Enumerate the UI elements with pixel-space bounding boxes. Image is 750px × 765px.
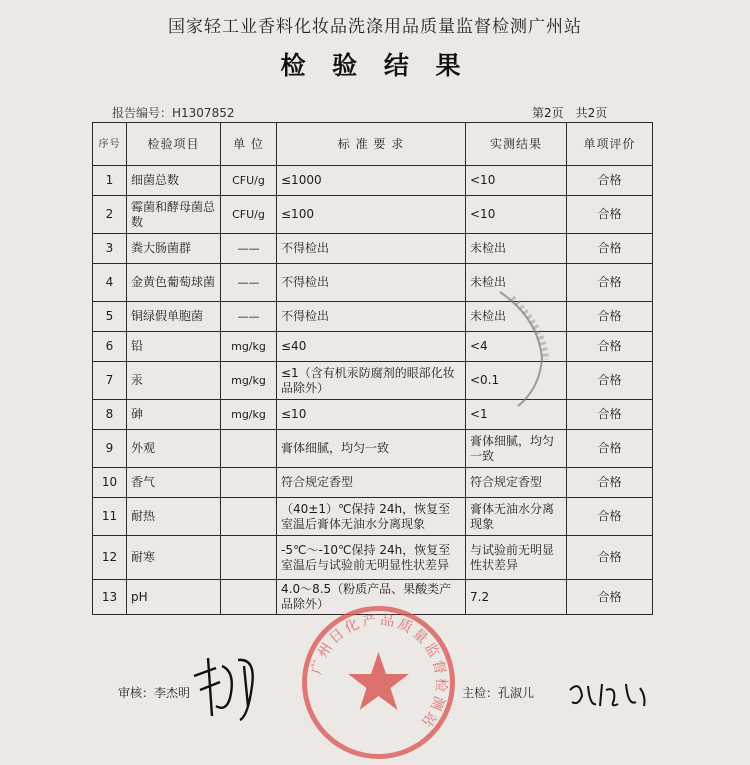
row-test-item: 霉菌和酵母菌总数 <box>127 196 221 234</box>
row-evaluation: 合格 <box>567 362 653 400</box>
row-test-item: 砷 <box>127 400 221 430</box>
row-evaluation: 合格 <box>567 302 653 332</box>
table-row <box>93 332 653 362</box>
row-result: <10 <box>466 196 567 234</box>
row-test-item: 铅 <box>127 332 221 362</box>
row-result: 未检出 <box>466 302 567 332</box>
row-evaluation: 合格 <box>567 468 653 498</box>
table-row <box>93 400 653 430</box>
row-number: 10 <box>93 468 127 498</box>
table-header-row <box>93 123 653 166</box>
row-number: 11 <box>93 498 127 536</box>
row-evaluation: 合格 <box>567 166 653 196</box>
col-header-unit: 单 位 <box>221 123 277 166</box>
row-standard: -5℃～-10℃保持 24h，恢复至室温后与试验前无明显性状差异 <box>277 536 466 580</box>
row-result: 膏体细腻，均匀一致 <box>466 430 567 468</box>
row-evaluation: 合格 <box>567 430 653 468</box>
row-result: 7.2 <box>466 580 567 615</box>
row-test-item: 细菌总数 <box>127 166 221 196</box>
row-unit: mg/kg <box>221 362 277 400</box>
row-standard: 膏体细腻，均匀一致 <box>277 430 466 468</box>
row-test-item: 耐热 <box>127 498 221 536</box>
row-standard: 不得检出 <box>277 234 466 264</box>
row-unit: —— <box>221 302 277 332</box>
table-row <box>93 302 653 332</box>
row-test-item: 粪大肠菌群 <box>127 234 221 264</box>
row-test-item: 铜绿假单胞菌 <box>127 302 221 332</box>
row-standard: ≤1000 <box>277 166 466 196</box>
side-stamp <box>498 288 558 408</box>
row-unit: —— <box>221 264 277 302</box>
table-row <box>93 362 653 400</box>
row-test-item: 金黄色葡萄球菌 <box>127 264 221 302</box>
row-evaluation: 合格 <box>567 536 653 580</box>
row-standard: （40±1）℃保持 24h，恢复至室温后膏体无油水分离现象 <box>277 498 466 536</box>
row-number: 9 <box>93 430 127 468</box>
row-number: 12 <box>93 536 127 580</box>
row-unit <box>221 536 277 580</box>
row-evaluation: 合格 <box>567 400 653 430</box>
col-header-evaluation: 单项评价 <box>567 123 653 166</box>
row-evaluation: 合格 <box>567 264 653 302</box>
col-header-standard: 标 准 要 求 <box>277 123 466 166</box>
row-result: <0.1 <box>466 362 567 400</box>
row-test-item: pH <box>127 580 221 615</box>
row-result: 与试验前无明显性状差异 <box>466 536 567 580</box>
row-unit <box>221 430 277 468</box>
col-header-item: 检验项目 <box>127 123 221 166</box>
row-evaluation: 合格 <box>567 332 653 362</box>
row-unit: mg/kg <box>221 400 277 430</box>
row-standard: 不得检出 <box>277 264 466 302</box>
official-seal <box>296 600 461 765</box>
table-row <box>93 234 653 264</box>
row-standard: ≤1（含有机汞防腐剂的眼部化妆品除外） <box>277 362 466 400</box>
row-result: 膏体无油水分离现象 <box>466 498 567 536</box>
table-row <box>93 166 653 196</box>
row-unit: CFU/g <box>221 166 277 196</box>
row-number: 7 <box>93 362 127 400</box>
page-indicator: 第2页 共2页 <box>532 106 608 120</box>
row-unit: mg/kg <box>221 332 277 362</box>
chief-inspector-label: 主检：孔淑儿 <box>462 686 535 700</box>
row-number: 8 <box>93 400 127 430</box>
table-row <box>93 536 653 580</box>
row-evaluation: 合格 <box>567 498 653 536</box>
row-result: 未检出 <box>466 234 567 264</box>
table-row <box>93 264 653 302</box>
row-unit: —— <box>221 234 277 264</box>
page-title: 检 验 结 果 <box>280 51 470 80</box>
row-test-item: 耐寒 <box>127 536 221 580</box>
row-result: <4 <box>466 332 567 362</box>
report-number: 报告编号：H1307852 <box>112 106 235 120</box>
row-unit <box>221 468 277 498</box>
seal-text: 广州日化产品质量监督检测站 <box>308 611 449 732</box>
row-result: 符合规定香型 <box>466 468 567 498</box>
row-number: 2 <box>93 196 127 234</box>
row-evaluation: 合格 <box>567 196 653 234</box>
row-test-item: 外观 <box>127 430 221 468</box>
row-standard: 不得检出 <box>277 302 466 332</box>
col-header-result: 实测结果 <box>466 123 567 166</box>
row-test-item: 汞 <box>127 362 221 400</box>
row-unit: CFU/g <box>221 196 277 234</box>
row-standard: 4.0～8.5（粉质产品、果酸类产品除外） <box>277 580 466 615</box>
row-result: <1 <box>466 400 567 430</box>
row-test-item: 香气 <box>127 468 221 498</box>
row-standard: 符合规定香型 <box>277 468 466 498</box>
table-row <box>93 196 653 234</box>
row-number: 5 <box>93 302 127 332</box>
chief-signature <box>566 676 656 712</box>
col-header-no: 序号 <box>93 123 127 166</box>
row-number: 6 <box>93 332 127 362</box>
row-unit <box>221 580 277 615</box>
row-standard: ≤100 <box>277 196 466 234</box>
table-row <box>93 430 653 468</box>
row-number: 1 <box>93 166 127 196</box>
row-result: <10 <box>466 166 567 196</box>
row-evaluation: 合格 <box>567 580 653 615</box>
organization-name: 国家轻工业香料化妆品洗涤用品质量监督检测广州站 <box>168 17 582 37</box>
reviewer-label: 审核：李杰明 <box>118 686 191 700</box>
results-table <box>92 122 653 615</box>
row-evaluation: 合格 <box>567 234 653 264</box>
row-number: 13 <box>93 580 127 615</box>
table-row <box>93 468 653 498</box>
row-standard: ≤10 <box>277 400 466 430</box>
reviewer-signature <box>186 646 266 726</box>
row-standard: ≤40 <box>277 332 466 362</box>
table-row <box>93 498 653 536</box>
row-number: 3 <box>93 234 127 264</box>
row-result: 未检出 <box>466 264 567 302</box>
row-number: 4 <box>93 264 127 302</box>
row-unit <box>221 498 277 536</box>
